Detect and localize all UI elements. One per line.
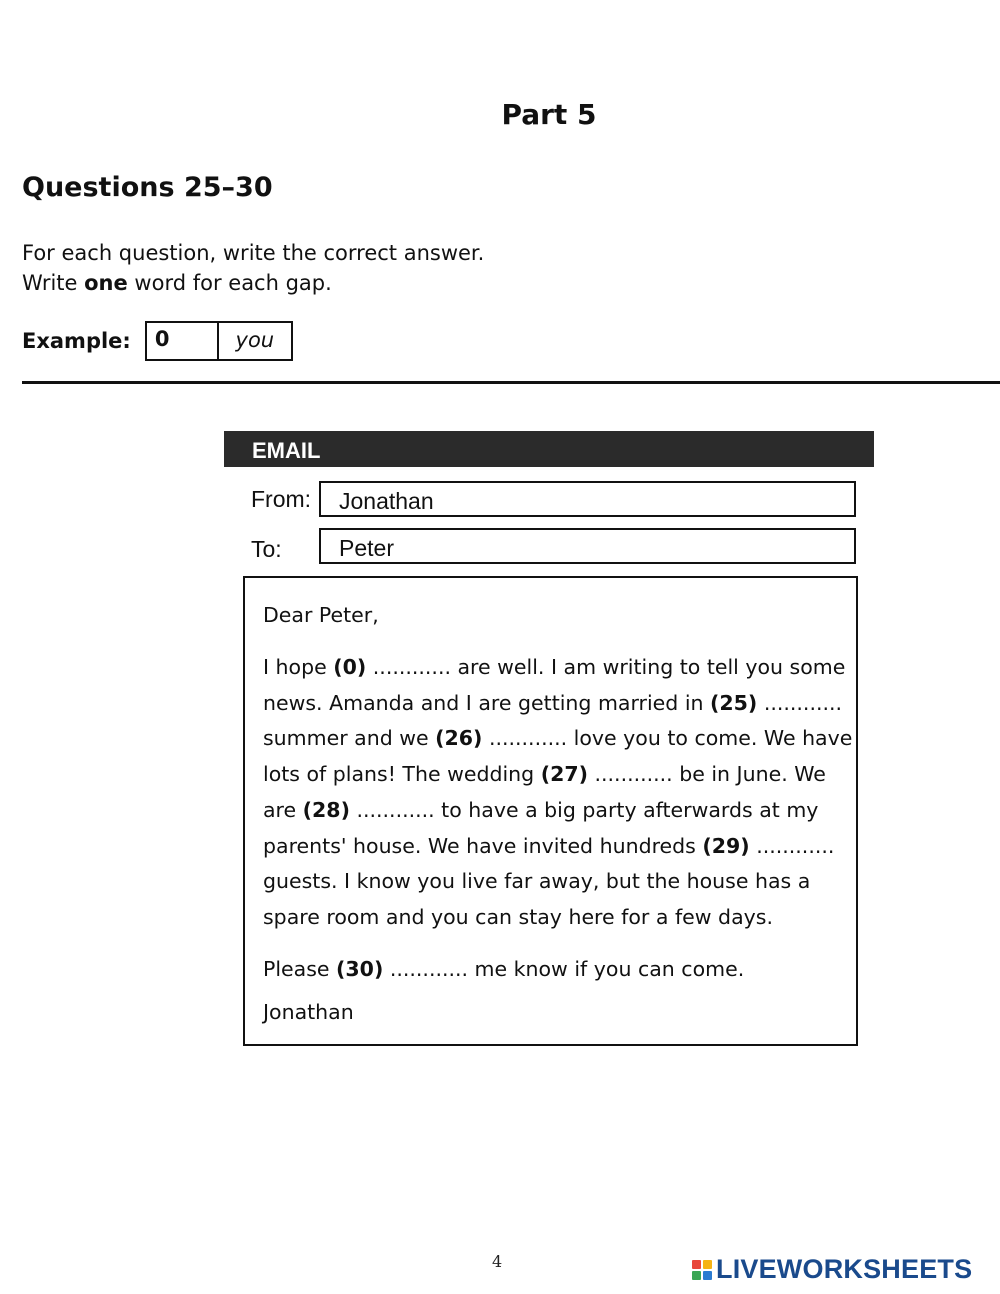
example-box	[145, 321, 293, 361]
instruction-text: word for each gap.	[127, 271, 332, 295]
example-answer: you	[235, 328, 275, 352]
divider	[22, 381, 1000, 384]
brand-logo	[692, 1254, 972, 1285]
body-line: lots of plans! The wedding (27) ............ be in June. We	[263, 762, 826, 787]
gap-number: (28)	[302, 797, 350, 822]
body-line: summer and we (26) ............ love you to come. We have	[263, 726, 853, 751]
body-line: guests. I know you live far away, but the house has a	[263, 869, 811, 894]
instruction-line-2	[22, 268, 484, 298]
gap-number: (26)	[435, 726, 483, 751]
from-field: Jonathan	[319, 481, 856, 517]
brand-name: LIVEWORKSHEETS	[716, 1254, 973, 1284]
example-number: 0	[147, 323, 219, 359]
example-row	[22, 322, 293, 360]
email-body	[243, 576, 858, 1046]
gap-number: (30)	[336, 956, 384, 981]
part-title: Part 5	[501, 98, 597, 131]
body-line: parents' house. We have invited hundreds (29) ............	[263, 833, 835, 858]
example-label: Example:	[22, 329, 131, 353]
body-line: are (28) ............ to have a big party afterwards at my	[263, 797, 819, 822]
from-label: From:	[251, 486, 312, 512]
instruction-text: Write	[22, 271, 85, 295]
brand-blocks-icon	[692, 1260, 712, 1280]
instruction-emphasis: one	[84, 271, 128, 295]
body-line: spare room and you can stay here for a few days.	[263, 904, 773, 929]
body-line: I hope (0) ............ are well. I am writing to tell you some	[263, 655, 846, 679]
questions-heading: Questions 25–30	[22, 172, 273, 203]
body-line: news. Amanda and I are getting married in (25) ............	[263, 690, 843, 715]
email-header: EMAIL	[224, 431, 874, 467]
signature: Jonathan	[263, 1000, 354, 1025]
body-line: Please (30) ............ me know if you can come.	[263, 956, 745, 981]
to-label: To:	[251, 536, 282, 562]
greeting: Dear Peter,	[263, 603, 379, 627]
gap-number: (0)	[333, 655, 367, 679]
instructions	[22, 238, 484, 298]
body-paragraph	[263, 650, 856, 936]
closing-paragraph	[263, 952, 856, 988]
instruction-line-1: For each question, write the correct answer.	[22, 241, 485, 265]
to-field: Peter	[319, 528, 856, 564]
gap-number: (29)	[702, 833, 750, 858]
gap-number: (25)	[710, 690, 758, 715]
page-number: 4	[492, 1252, 503, 1271]
gap-number: (27)	[540, 762, 588, 787]
